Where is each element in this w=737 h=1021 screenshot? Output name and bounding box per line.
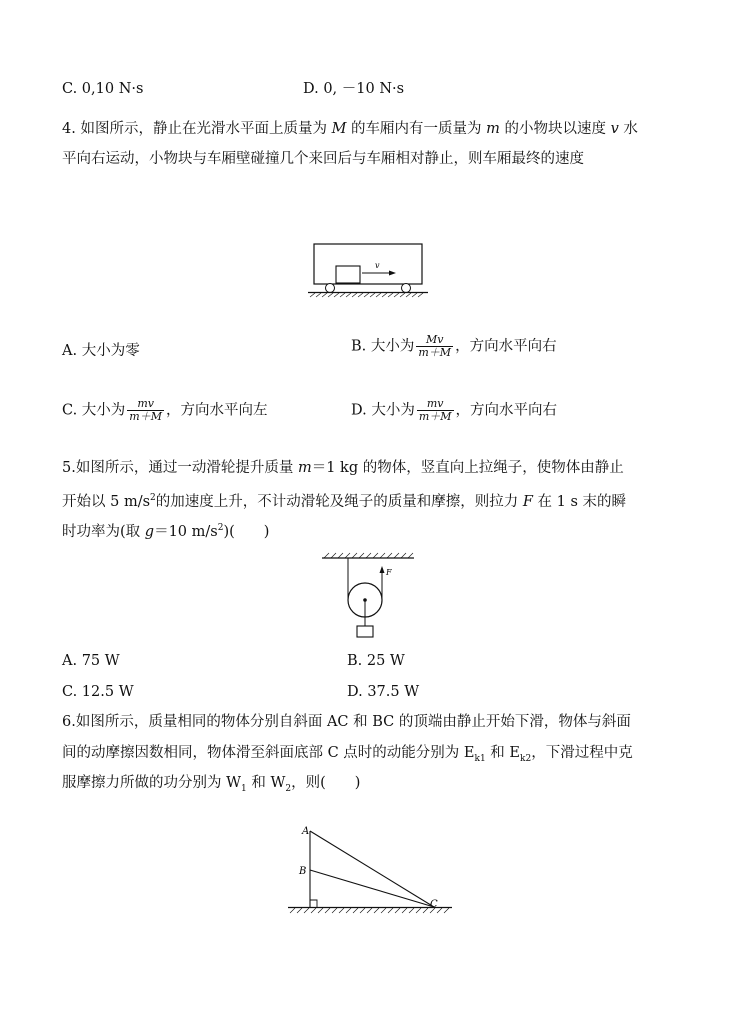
q5-line-3 bbox=[62, 518, 269, 542]
point-b-label: B bbox=[299, 866, 307, 877]
q6-text: 服摩擦力所做的功分别为 W bbox=[62, 775, 242, 791]
superscript: 2 bbox=[217, 523, 224, 533]
q5-text: 的加速度上升，不计动滑轮及绳子的质量和摩擦，则拉力 bbox=[155, 493, 523, 510]
q5-text: 在 1 s 末的瞬 bbox=[532, 493, 627, 510]
q5-option-c: C. 12.5 W bbox=[62, 684, 134, 700]
q4-option-d-text: ，方向水平向右 bbox=[455, 402, 558, 419]
q4-option-c-text: ，方向水平向左 bbox=[166, 402, 268, 419]
pulley-figure bbox=[318, 552, 418, 642]
point-a-label: A bbox=[302, 826, 310, 837]
velocity-label: v bbox=[375, 261, 380, 270]
subscript: 1 bbox=[241, 783, 247, 794]
force-label: F bbox=[386, 568, 392, 577]
subscript: 2 bbox=[285, 783, 292, 794]
q4-var-m: m bbox=[486, 121, 500, 137]
fraction-numerator: Mv bbox=[416, 334, 453, 347]
q5-var-m: m bbox=[297, 460, 312, 476]
subscript: k2 bbox=[520, 753, 532, 764]
q4-text: 的小物块以速度 bbox=[499, 121, 611, 137]
q5-option-a: A. 75 W bbox=[62, 653, 120, 669]
q4-var-M: M bbox=[331, 121, 347, 137]
wheel-right bbox=[402, 284, 411, 293]
fraction-numerator: mv bbox=[127, 398, 164, 411]
q5-text: ＝1 kg 的物体，竖直向上拉绳子，使物体由静止 bbox=[311, 460, 624, 476]
wheel-left bbox=[326, 284, 335, 293]
q5-text: 5.如图所示，通过一动滑轮提升质量 bbox=[62, 460, 298, 476]
q5-option-b: B. 25 W bbox=[347, 653, 405, 669]
q6-line-2 bbox=[62, 743, 633, 769]
point-c-label: C bbox=[430, 899, 438, 910]
q6-text: ，则( ) bbox=[291, 775, 361, 791]
q5-text: 时功率为(取 bbox=[62, 523, 145, 540]
hanging-mass bbox=[357, 626, 373, 637]
incline-ac bbox=[310, 831, 434, 907]
q5-line-2 bbox=[62, 488, 626, 512]
q5-text: ＝10 m/s bbox=[154, 523, 218, 540]
q4-var-v: v bbox=[610, 121, 619, 137]
q6-line-3 bbox=[62, 773, 360, 799]
q4-line-2: 平向右运动，小物块与车厢壁碰撞几个来回后与车厢相对静止，则车厢最终的速度 bbox=[62, 151, 584, 167]
subscript: k1 bbox=[474, 753, 486, 764]
q5-var-g: g bbox=[144, 523, 155, 540]
superscript: 2 bbox=[150, 493, 156, 503]
q4-option-d-text: D. 大小为 bbox=[351, 402, 415, 419]
q3-option-d: D. 0, －10 N·s bbox=[303, 81, 405, 97]
q4-option-b bbox=[351, 334, 557, 359]
q4-text: 4. 如图所示，静止在光滑水平面上质量为 bbox=[62, 121, 332, 137]
ground-hatching bbox=[310, 293, 423, 297]
cart-figure bbox=[306, 240, 430, 298]
ceiling-hatching bbox=[324, 553, 413, 558]
q6-text: 和 W bbox=[246, 775, 286, 791]
q5-text: 开始以 5 m/s bbox=[62, 493, 151, 510]
q5-text: )( ) bbox=[223, 523, 270, 540]
q4-text: 的车厢内有一质量为 bbox=[346, 121, 487, 137]
block bbox=[336, 266, 360, 283]
q6-line-1: 6.如图所示，质量相同的物体分别自斜面 AC 和 BC 的顶端由静止开始下滑，物体与斜面 bbox=[62, 714, 631, 730]
q5-line-1 bbox=[62, 458, 624, 478]
velocity-arrowhead bbox=[389, 271, 396, 276]
q5-option-d: D. 37.5 W bbox=[347, 684, 420, 700]
q5-var-F: F bbox=[522, 493, 533, 510]
incline-figure bbox=[284, 820, 456, 915]
q4-line-1 bbox=[62, 119, 638, 139]
q4-option-b-fraction bbox=[416, 334, 453, 359]
fraction-numerator: mv bbox=[417, 398, 454, 411]
q4-option-b-text: B. 大小为 bbox=[351, 338, 415, 355]
q4-option-c-fraction bbox=[127, 398, 164, 423]
cart-body bbox=[314, 244, 422, 284]
incline-bc bbox=[310, 870, 434, 907]
force-arrowhead bbox=[380, 566, 385, 573]
q3-option-c: C. 0,10 N·s bbox=[62, 81, 144, 97]
q4-option-d-fraction bbox=[417, 398, 454, 423]
q6-text: 间的动摩擦因数相同，物体滑至斜面底部 C 点时的动能分别为 E bbox=[62, 745, 475, 761]
fraction-denominator: m＋M bbox=[418, 410, 452, 423]
fraction-denominator: m＋M bbox=[418, 346, 452, 359]
fraction-denominator: m＋M bbox=[129, 410, 162, 423]
q4-option-c-text: C. 大小为 bbox=[62, 402, 126, 419]
right-angle-mark bbox=[310, 900, 317, 907]
q4-option-c bbox=[62, 398, 268, 423]
q6-text: 和 E bbox=[485, 745, 521, 761]
q6-text: ，下滑过程中克 bbox=[531, 745, 633, 761]
q4-text: 水 bbox=[618, 121, 638, 137]
q4-option-d bbox=[351, 398, 557, 423]
q4-option-a: A. 大小为零 bbox=[62, 343, 140, 359]
ground-hatching bbox=[290, 908, 449, 913]
q4-option-b-text: ，方向水平向右 bbox=[455, 338, 557, 355]
